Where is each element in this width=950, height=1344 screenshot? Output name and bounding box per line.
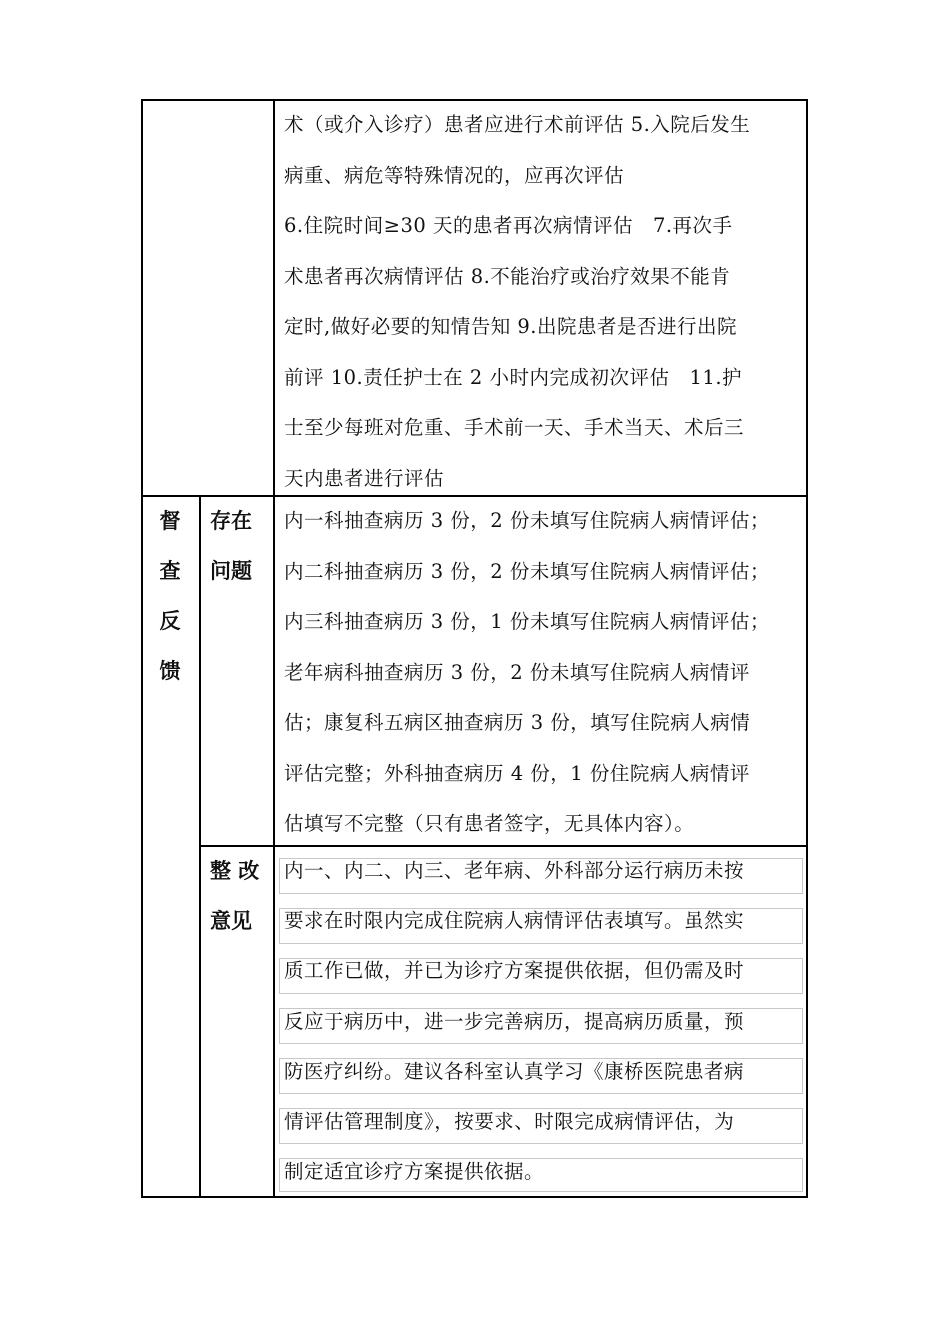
problems-text — [284, 496, 806, 850]
assessment-requirements-text — [284, 100, 806, 504]
text-line: 防医疗纠纷。建议各科室认真学习《康桥医院患者病 — [284, 1059, 745, 1083]
text-line: 术（或介入诊疗）患者应进行术前评估 5.入院后发生 — [284, 113, 751, 136]
text-line: 6.住院时间≥30 天的患者再次病情评估 7.再次手 — [284, 214, 733, 237]
text-line: 估填写不完整（只有患者签字，无具体内容）。 — [284, 812, 695, 835]
text-line: 内二科抽查病历 3 份，2 份未填写住院病人病情评估； — [284, 559, 770, 583]
text-line: 前评 10.责任护士在 2 小时内完成初次评估 11.护 — [284, 365, 743, 389]
text-line: 情评估管理制度》，按要求、时限完成病情评估，为 — [284, 1110, 735, 1134]
evaluation-table — [141, 99, 808, 1198]
rectification-content — [274, 846, 806, 1196]
text-line: 定时,做好必要的知情告知 9.出院患者是否进行出院 — [284, 315, 738, 338]
column-divider-label — [199, 495, 201, 1198]
text-line: 制定适宜诊疗方案提供依据。 — [284, 1160, 545, 1184]
feedback-section-label: 督 查 反 馈 — [159, 509, 181, 683]
problems-label: 存在 问题 — [210, 509, 252, 583]
text-line: 内一科抽查病历 3 份，2 份未填写住院病人病情评估； — [284, 509, 770, 532]
text-line: 要求在时限内完成住院病人病情评估表填写。虽然实 — [284, 909, 745, 933]
rectification-label: 整 改 意见 — [210, 859, 260, 933]
text-line: 内三科抽查病历 3 份，1 份未填写住院病人病情评估； — [284, 610, 770, 633]
table-border-right — [806, 99, 808, 1198]
text-line: 老年病科抽查病历 3 份，2 份未填写住院病人病情评 — [284, 660, 750, 684]
text-line: 术患者再次病情评估 8.不能治疗或治疗效果不能肯 — [284, 264, 731, 288]
text-line: 估；康复科五病区抽查病历 3 份，填写住院病人病情 — [284, 711, 751, 734]
text-line: 内一、内二、内三、老年病、外科部分运行病历未按 — [284, 859, 745, 882]
text-line: 天内患者进行评估 — [284, 466, 445, 490]
rectification-text — [284, 846, 804, 1197]
text-line: 病重、病危等特殊情况的，应再次评估 — [284, 163, 625, 187]
text-line: 质工作已做，并已为诊疗方案提供依据，但仍需及时 — [284, 959, 745, 983]
text-line: 士至少每班对危重、手术前一天、手术当天、术后三 — [284, 416, 745, 439]
text-line: 评估完整；外科抽查病历 4 份，1 份住院病人病情评 — [284, 761, 750, 785]
text-line: 反应于病历中，进一步完善病历，提高病历质量，预 — [284, 1009, 745, 1033]
